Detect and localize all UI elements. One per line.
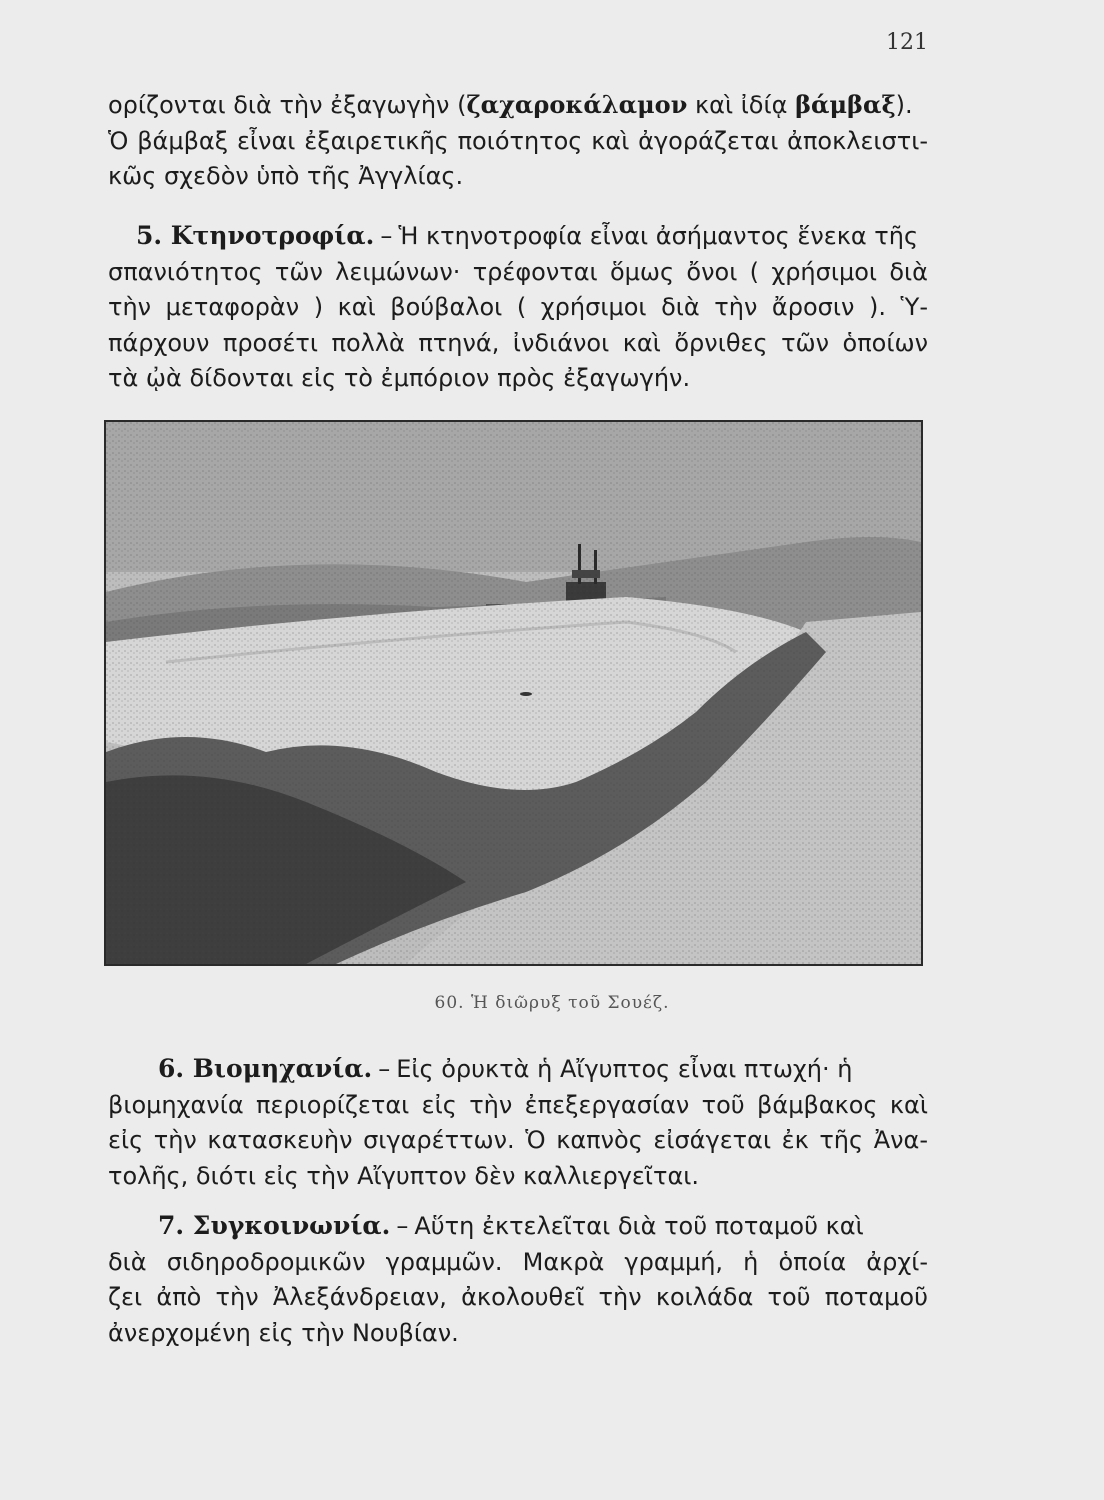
canal-illustration [106,422,921,964]
figure-caption: 60. Ἡ διῶρυξ τοῦ Σουέζ. [434,993,670,1013]
text-line: εἰς τὴν κατασκευὴν σιγαρέττων. Ὁ καπνὸς εἰσάγεται ἐκ τῆς Ἀνα- [108,1126,928,1154]
text-line: σπανιότητος τῶν λειμώνων· τρέφονται ὅμως ὄνοι ( χρήσιμοι διὰ [108,257,928,286]
section-heading: 7. Συγκοινωνία. [158,1211,391,1240]
photograph-suez-canal [104,420,923,966]
paragraph-exports [108,87,928,195]
text-line: ζει ἀπὸ τὴν Ἀλεξάνδρειαν, ἀκολουθεῖ τὴν κοιλάδα τοῦ ποταμοῦ [108,1283,928,1311]
section-livestock [108,218,928,397]
section-heading: 5. Κτηνοτροφία. [136,221,375,250]
section-industry [108,1051,928,1194]
text-line: κῶς σχεδὸν ὑπὸ τῆς Ἀγγλίας. [108,162,464,190]
text-line: τὰ ᾠὰ δίδονται εἰς τὸ ἐμπόριον πρὸς ἐξαγωγήν. [108,364,691,392]
page-number: 121 [886,30,928,55]
section-heading-line: 7. Συγκοινωνία. – Αὕτη ἐκτελεῖται διὰ τοῦ ποταμοῦ καὶ [158,1211,864,1240]
section-transport [108,1208,928,1351]
text-line: διὰ σιδηροδρομικῶν γραμμῶν. Μακρὰ γραμμή, ἡ ὁποία ἀρχί- [108,1247,928,1276]
section-heading-line: 5. Κτηνοτροφία. – Ἡ κτηνοτροφία εἶναι ἀσήμαντος ἕνεκα τῆς [136,221,919,250]
text-line: τὴν μεταφορὰν ) καὶ βούβαλοι ( χρήσιμοι διὰ τὴν ἄροσιν ). Ὑ- [108,293,928,321]
section-heading: 6. Βιομηχανία. [158,1054,373,1083]
text-line: βιομηχανία περιορίζεται εἰς τὴν ἐπεξεργασίαν τοῦ βάμβακος καὶ [108,1090,928,1119]
text-line: ἀνερχομένη εἰς τὴν Νουβίαν. [108,1318,459,1347]
text-line: τολῆς, διότι εἰς τὴν Αἴγυπτον δὲν καλλιεργεῖται. [108,1161,700,1190]
text-line: Ὁ βάμβαξ εἶναι ἐξαιρετικῆς ποιότητος καὶ ἀγοράζεται ἀποκλειστι- [108,126,928,155]
section-heading-line: 6. Βιομηχανία. – Εἰς ὀρυκτὰ ἡ Αἴγυπτος εἶναι πτωχή· ἡ [158,1054,853,1083]
text-line: ορίζονται διὰ τὴν ἐξαγωγὴν (ζαχαροκάλαμον καὶ ἰδίᾳ βάμβαξ). [108,90,913,119]
bold-term-cotton: βάμβαξ [795,90,896,119]
bold-term-sugarcane: ζαχαροκάλαμον [466,90,688,119]
text-line: πάρχουν προσέτι πολλὰ πτηνά, ἰνδιάνοι καὶ ὄρνιθες τῶν ὁποίων [108,328,928,357]
